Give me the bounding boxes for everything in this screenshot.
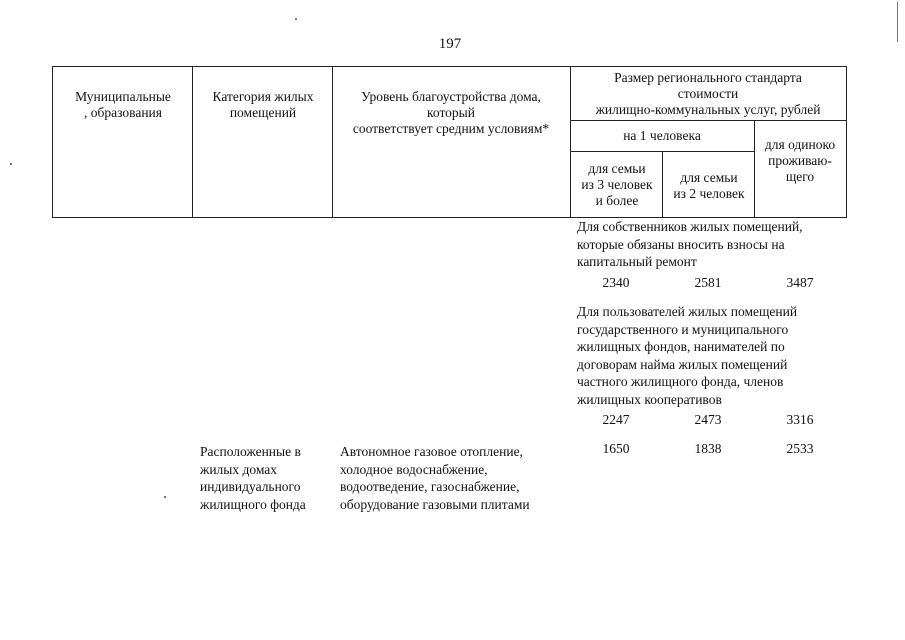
section-caption-owners: Для собственников жилых помещений, которые обязаны вносить взносы на капитальный ремонт xyxy=(577,219,803,269)
header-family-3: для семьи из 3 человек и более xyxy=(581,161,653,208)
table-right-border xyxy=(846,66,847,218)
col-separator-1 xyxy=(192,66,193,218)
table-top-border xyxy=(52,66,846,67)
row-value-single: 2533 xyxy=(786,441,814,456)
section-caption-tenants: Для пользователей жилых помещений государственного и муниципального жилищных фондов, нанимателей по договорам найма жилых помещений частного жилищного фонда, членов жилищных кооперативов xyxy=(577,304,798,407)
tenants-value-family2: 2473 xyxy=(694,412,722,427)
col-separator-2 xyxy=(332,66,333,218)
header-municipality: Муниципальные , образования xyxy=(75,89,171,120)
header-per-person: на 1 человека xyxy=(623,128,701,143)
scan-speck xyxy=(295,18,297,20)
page-number: 197 xyxy=(438,36,462,52)
owners-value-family3: 2340 xyxy=(602,275,630,290)
header-category: Категория жилых помещений xyxy=(212,89,314,120)
row-value-family3: 1650 xyxy=(602,441,630,456)
row-value-family2: 1838 xyxy=(694,441,722,456)
header-single: для одиноко проживаю- щего xyxy=(764,137,836,184)
table-left-border xyxy=(52,66,53,218)
family-separator-line xyxy=(662,151,663,218)
scan-speck xyxy=(897,2,898,42)
owners-value-family2: 2581 xyxy=(694,275,722,290)
table-header xyxy=(0,0,905,220)
header-standard: Размер регионального стандарта стоимости жилищно-коммунальных услуг, рублей xyxy=(595,70,821,117)
header-level: Уровень благоустройства дома, который соответствует средним условиям* xyxy=(352,89,550,136)
single-separator-line xyxy=(754,120,755,218)
standard-subheader-line xyxy=(570,120,846,121)
scan-speck xyxy=(164,496,166,498)
row-category: Расположенные в жилых домах индивидуального жилищного фонда xyxy=(200,444,306,512)
col-separator-3 xyxy=(570,66,571,218)
row-level: Автономное газовое отопление, холодное водоснабжение, водоотведение, газоснабжение, оборудование газовыми плитами xyxy=(340,444,530,512)
tenants-value-family3: 2247 xyxy=(602,412,630,427)
scan-speck xyxy=(10,163,12,165)
owners-value-single: 3487 xyxy=(786,275,814,290)
header-family-2: для семьи из 2 человек xyxy=(673,170,745,201)
tenants-value-single: 3316 xyxy=(786,412,814,427)
